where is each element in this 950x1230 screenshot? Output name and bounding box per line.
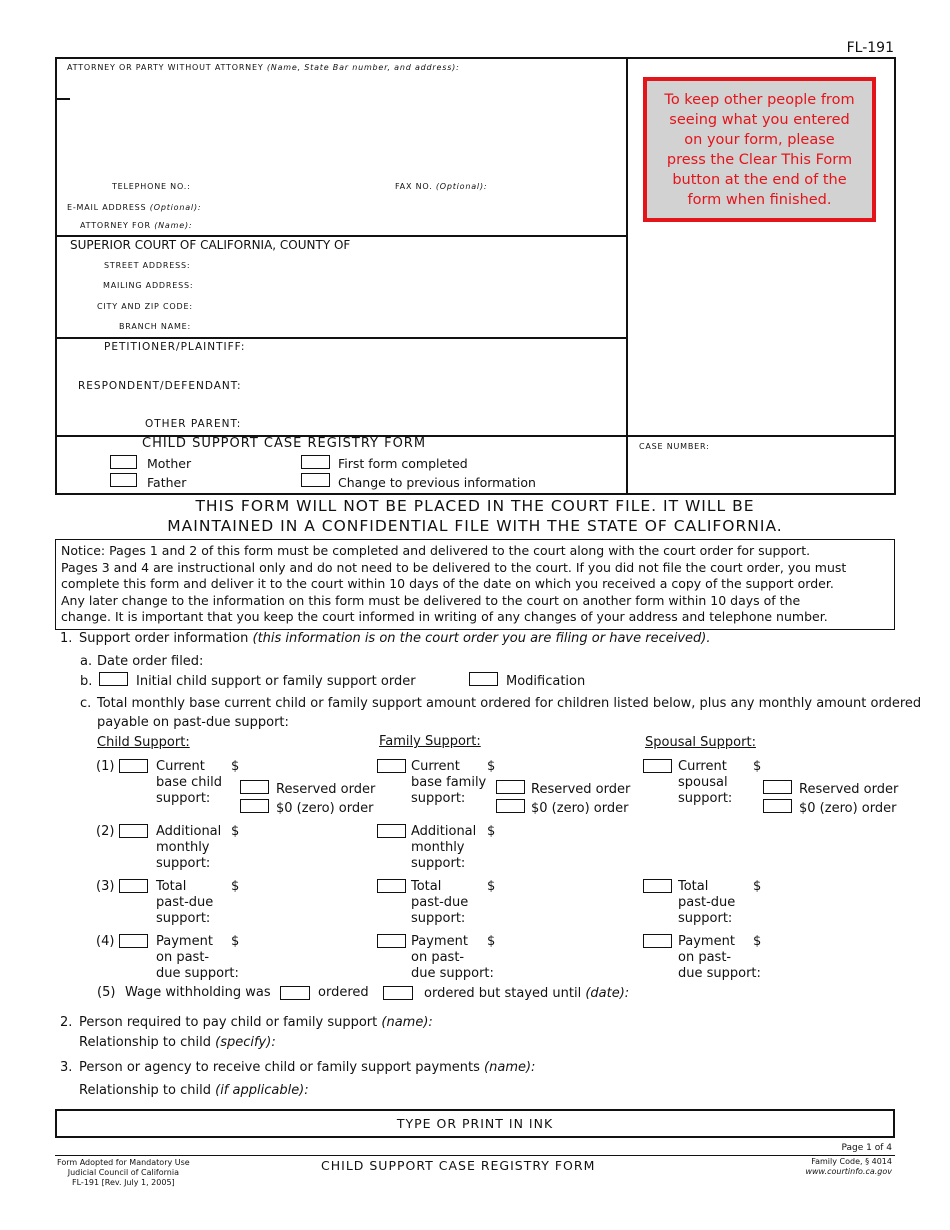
family-total-dollar: $ xyxy=(487,879,496,894)
spousal-total-checkbox[interactable] xyxy=(643,879,672,893)
footer-right: Family Code, § 4014 www.courtinfo.ca.gov xyxy=(805,1157,892,1176)
spousal-payment-checkbox[interactable] xyxy=(643,934,672,948)
family-additional-dollar: $ xyxy=(487,824,496,839)
street-address-label: STREET ADDRESS: xyxy=(104,261,191,270)
child-payment-checkbox[interactable] xyxy=(119,934,148,948)
payer-relationship-label: Relationship to child (specify): xyxy=(79,1035,276,1050)
family-total-label: Total past-due support: xyxy=(411,879,469,926)
wage-ordered-label: ordered xyxy=(318,985,369,1000)
footer-left: Form Adopted for Mandatory Use Judicial Council of California FL-191 [Rev. July 1, 2005] xyxy=(57,1158,190,1187)
banner-line-2: MAINTAINED IN A CONFIDENTIAL FILE WITH THE STATE OF CALIFORNIA. xyxy=(167,517,783,535)
modification-checkbox[interactable] xyxy=(469,672,498,686)
child-zero-checkbox[interactable] xyxy=(240,799,269,813)
footer-title: CHILD SUPPORT CASE REGISTRY FORM xyxy=(321,1158,596,1173)
form-id: FL-191 xyxy=(846,40,894,56)
wage-stayed-checkbox[interactable] xyxy=(383,986,413,1000)
payee-name-label: Person or agency to receive child or family support payments (name): xyxy=(79,1060,536,1075)
mailing-address-label: MAILING ADDRESS: xyxy=(103,281,194,290)
child-additional-label: Additional monthly support: xyxy=(156,824,222,871)
footer-rule xyxy=(55,1155,895,1156)
child-current-checkbox[interactable] xyxy=(119,759,148,773)
ink-instruction-box xyxy=(55,1109,895,1138)
branch-name-label: BRANCH NAME: xyxy=(119,322,192,331)
spousal-reserved-label: Reserved order xyxy=(799,782,899,797)
change-info-checkbox[interactable] xyxy=(301,473,330,487)
court-title: SUPERIOR COURT OF CALIFORNIA, COUNTY OF xyxy=(70,238,351,252)
other-parent-label: OTHER PARENT: xyxy=(145,418,242,430)
family-reserved-checkbox[interactable] xyxy=(496,780,525,794)
child-current-label: Current base child support: xyxy=(156,759,222,806)
notice-line: To keep other people from xyxy=(664,92,855,108)
modification-label: Modification xyxy=(506,674,586,689)
family-current-label: Current base family support: xyxy=(411,759,487,806)
header-divider-vertical xyxy=(626,57,628,495)
family-zero-label: $0 (zero) order xyxy=(531,801,629,816)
header-left-border xyxy=(55,57,57,495)
first-form-checkbox[interactable] xyxy=(301,455,330,469)
notice-text-line: Any later change to the information on this form must be delivered to the court on another form within 10 days of the xyxy=(61,592,801,608)
attorney-mark xyxy=(56,98,70,100)
section-1-number: 1. xyxy=(60,631,73,646)
family-additional-checkbox[interactable] xyxy=(377,824,406,838)
city-zip-label: CITY AND ZIP CODE: xyxy=(97,302,193,311)
family-payment-label: Payment on past- due support: xyxy=(411,934,494,981)
child-total-checkbox[interactable] xyxy=(119,879,148,893)
notice-text-line: complete this form and deliver it to the court within 10 days of the date on which you received a copy of the support order. xyxy=(61,576,834,591)
notice-line: button at the end of the xyxy=(672,172,847,188)
notice-text-line: Pages 3 and 4 are instructional only and do not need to be delivered to the court. If you did not file the court order, you must xyxy=(61,559,847,575)
family-support-header: Family Support: xyxy=(379,734,481,749)
notice-box xyxy=(55,539,895,630)
child-zero-label: $0 (zero) order xyxy=(276,801,374,816)
item-c-letter: c. xyxy=(80,696,92,711)
child-reserved-label: Reserved order xyxy=(276,782,376,797)
telephone-label: TELEPHONE NO.: xyxy=(112,182,191,191)
court-divider xyxy=(55,235,627,237)
payer-name-label: Person required to pay child or family support (name): xyxy=(79,1015,433,1030)
family-current-checkbox[interactable] xyxy=(377,759,406,773)
header-top-border xyxy=(55,57,895,59)
change-info-label: Change to previous information xyxy=(338,475,536,490)
child-additional-dollar: $ xyxy=(231,824,240,839)
spousal-total-label: Total past-due support: xyxy=(678,879,736,926)
child-reserved-checkbox[interactable] xyxy=(240,780,269,794)
attorney-for-label: ATTORNEY FOR (Name): xyxy=(80,221,193,230)
payee-relationship-label: Relationship to child (if applicable): xyxy=(79,1083,309,1098)
initial-order-checkbox[interactable] xyxy=(99,672,128,686)
parties-divider xyxy=(55,337,627,339)
spousal-support-header: Spousal Support: xyxy=(645,735,756,750)
item-a-letter: a. xyxy=(80,654,93,669)
child-total-dollar: $ xyxy=(231,879,240,894)
spousal-payment-dollar: $ xyxy=(753,934,762,949)
father-checkbox[interactable] xyxy=(110,473,137,487)
row-1-number: (1) xyxy=(96,759,115,774)
wage-withholding-label: Wage withholding was xyxy=(125,985,271,1000)
notice-text-line: change. It is important that you keep the court informed in writing of any changes of your address and telephone number. xyxy=(61,609,828,624)
child-total-label: Total past-due support: xyxy=(156,879,214,926)
family-payment-checkbox[interactable] xyxy=(377,934,406,948)
page-number: Page 1 of 4 xyxy=(841,1143,892,1153)
spousal-current-label: Current spousal support: xyxy=(678,759,733,806)
spousal-total-dollar: $ xyxy=(753,879,762,894)
wage-stayed-label: ordered but stayed until (date): xyxy=(424,986,630,1001)
family-payment-dollar: $ xyxy=(487,934,496,949)
fax-label: FAX NO. (Optional): xyxy=(395,182,488,191)
row-4-number: (4) xyxy=(96,934,115,949)
row-2-number: (2) xyxy=(96,824,115,839)
section-1-title: Support order information (this information is on the court order you are filing or have received). xyxy=(79,631,711,646)
ink-instruction: TYPE OR PRINT IN INK xyxy=(396,1116,554,1131)
child-additional-checkbox[interactable] xyxy=(119,824,148,838)
child-current-dollar: $ xyxy=(231,759,240,774)
father-label: Father xyxy=(147,475,187,490)
wage-ordered-checkbox[interactable] xyxy=(280,986,310,1000)
header-right-border xyxy=(894,57,896,495)
family-zero-checkbox[interactable] xyxy=(496,799,525,813)
child-support-header: Child Support: xyxy=(97,735,190,750)
initial-order-label: Initial child support or family support order xyxy=(136,674,416,689)
notice-line: press the Clear This Form xyxy=(666,152,853,168)
family-additional-label: Additional monthly support: xyxy=(411,824,477,871)
family-reserved-label: Reserved order xyxy=(531,782,631,797)
notice-line: form when finished. xyxy=(687,192,832,208)
case-number-label: CASE NUMBER: xyxy=(639,442,710,451)
notice-text-line: Notice: Pages 1 and 2 of this form must be completed and delivered to the court along with the court order for support. xyxy=(61,543,811,558)
section-3-number: 3. xyxy=(60,1060,73,1075)
spousal-current-dollar: $ xyxy=(753,759,762,774)
child-payment-label: Payment on past- due support: xyxy=(156,934,239,981)
item-c-text-1: Total monthly base current child or family support amount ordered for children listed below, plus any monthly amount ordered xyxy=(97,696,922,711)
respondent-label: RESPONDENT/DEFENDANT: xyxy=(78,380,242,392)
spousal-payment-label: Payment on past- due support: xyxy=(678,934,761,981)
item-c-text-2: payable on past-due support: xyxy=(97,715,289,730)
child-payment-dollar: $ xyxy=(231,934,240,949)
confidential-banner xyxy=(55,496,895,536)
item-b-letter: b. xyxy=(80,674,93,689)
header-bottom-border xyxy=(55,493,895,495)
date-order-filed-label: Date order filed: xyxy=(97,654,204,669)
clear-form-notice xyxy=(643,77,876,222)
spousal-reserved-checkbox[interactable] xyxy=(763,780,792,794)
notice-line: on your form, please xyxy=(684,132,835,148)
family-total-checkbox[interactable] xyxy=(377,879,406,893)
email-label: E-MAIL ADDRESS (Optional): xyxy=(67,203,202,212)
row-5-number: (5) xyxy=(97,985,116,1000)
banner-line-1: THIS FORM WILL NOT BE PLACED IN THE COURT FILE. IT WILL BE xyxy=(195,497,755,515)
spousal-zero-checkbox[interactable] xyxy=(763,799,792,813)
row-3-number: (3) xyxy=(96,879,115,894)
spousal-zero-label: $0 (zero) order xyxy=(799,801,897,816)
petitioner-label: PETITIONER/PLAINTIFF: xyxy=(104,341,246,353)
section-2-number: 2. xyxy=(60,1015,73,1030)
attorney-label: ATTORNEY OR PARTY WITHOUT ATTORNEY (Name, State Bar number, and address): xyxy=(67,63,460,72)
first-form-label: First form completed xyxy=(338,456,468,471)
family-current-dollar: $ xyxy=(487,759,496,774)
spousal-current-checkbox[interactable] xyxy=(643,759,672,773)
notice-line: seeing what you entered xyxy=(669,112,850,128)
mother-checkbox[interactable] xyxy=(110,455,137,469)
case-registry-title: CHILD SUPPORT CASE REGISTRY FORM xyxy=(142,436,427,451)
mother-label: Mother xyxy=(147,456,192,471)
